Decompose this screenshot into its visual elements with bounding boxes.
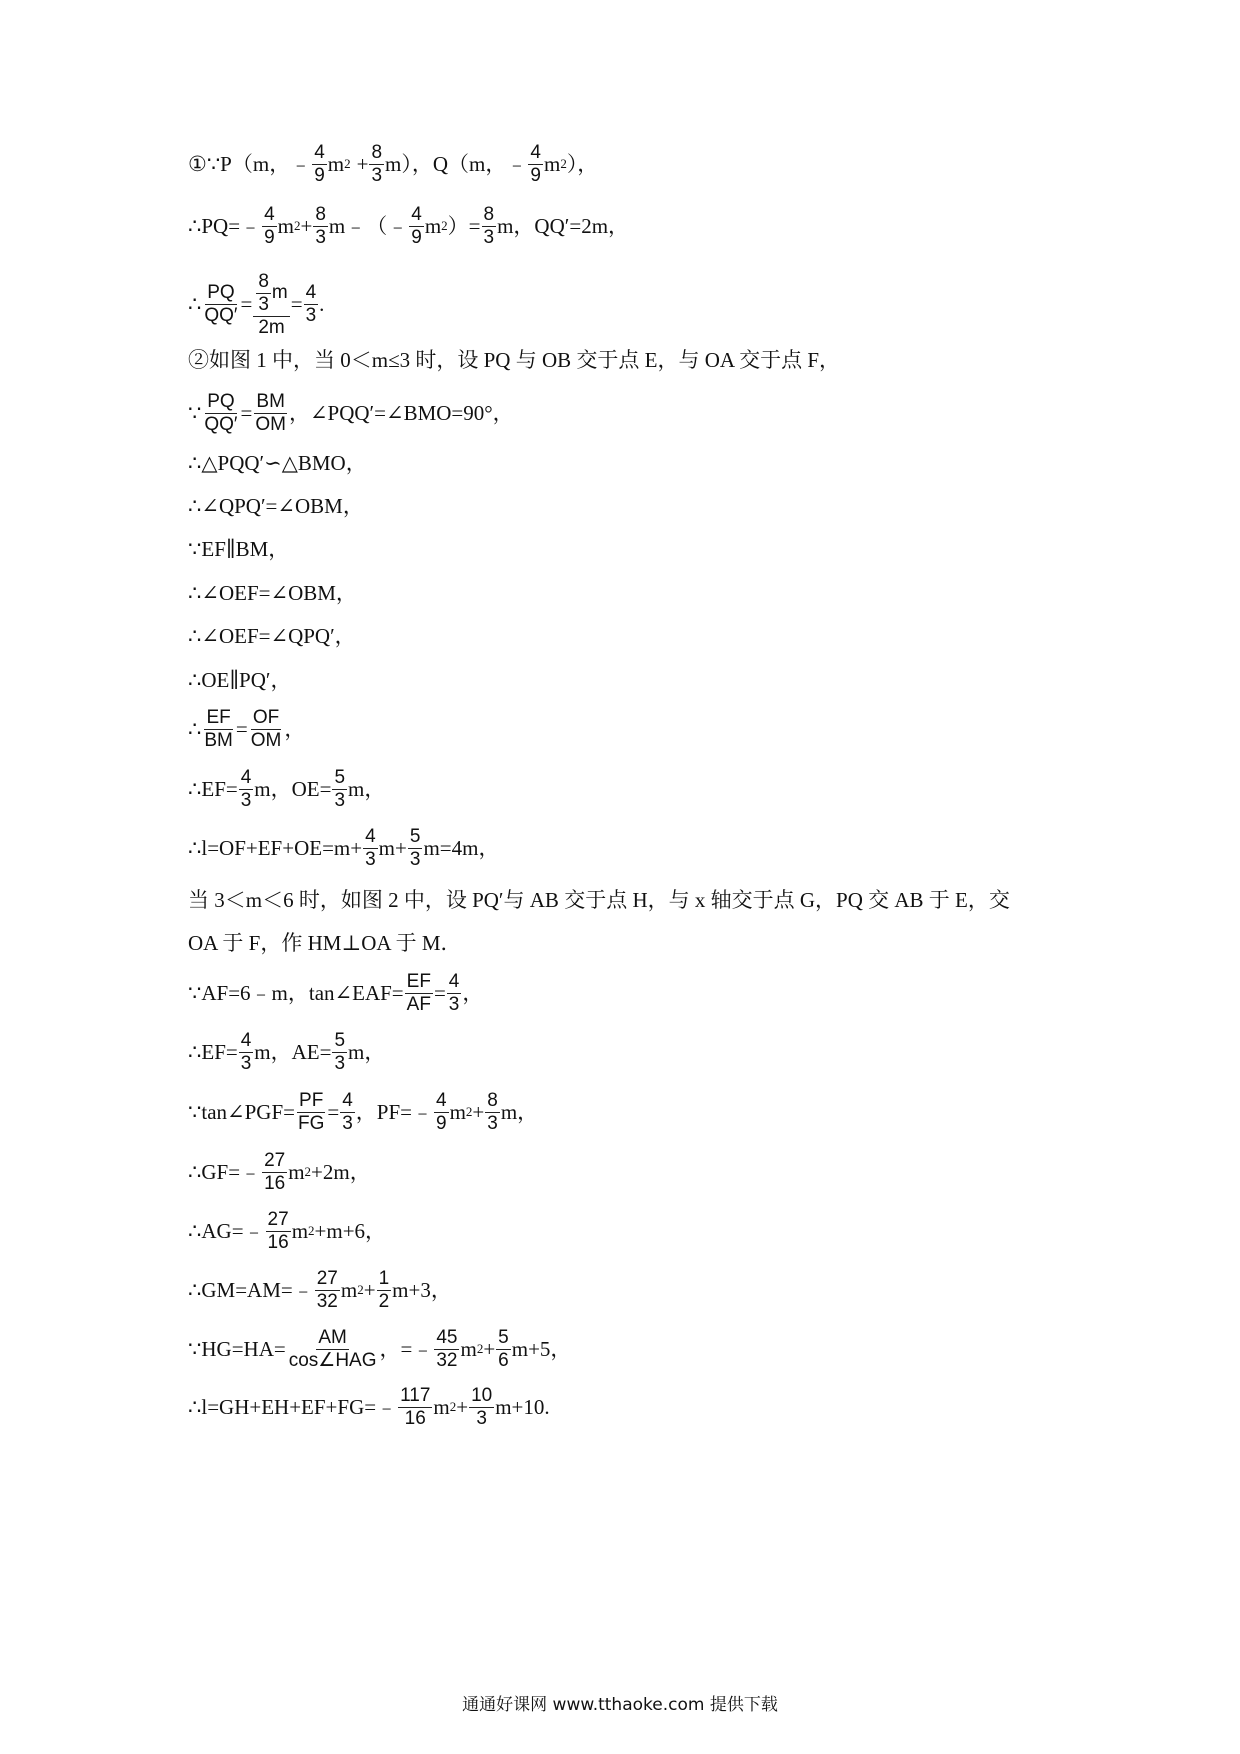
fraction (363, 827, 378, 870)
fraction (398, 1386, 432, 1429)
denominator: QQ′ (204, 305, 238, 327)
text: + (363, 1277, 376, 1302)
numerator: 4 (365, 826, 376, 847)
text: = (240, 292, 253, 317)
text: ∵AF=6﹣m，tan∠EAF= (188, 980, 404, 1005)
fraction (256, 272, 271, 315)
text: m (424, 213, 442, 238)
numerator: 4 (314, 142, 325, 163)
text: + (472, 1099, 485, 1124)
text: ∵tan∠PGF= (188, 1099, 295, 1124)
text: ∴PQ=﹣ (188, 213, 262, 238)
numerator: 8 (315, 204, 326, 225)
denominator: 32 (316, 1290, 338, 1312)
text: + (300, 213, 313, 238)
line-21: ∴AG=﹣ $\frac{27}{16}$ m 2 +m+6， (188, 1209, 387, 1253)
line-3 (188, 272, 324, 338)
text: m (340, 1277, 358, 1302)
fraction (202, 708, 235, 751)
text: + (483, 1336, 496, 1361)
fraction (369, 143, 384, 186)
fraction (239, 768, 254, 811)
line-23: ∵HG=HA= $\frac{AM}{\text{cos∠HAG}}$ ，=﹣ $\frac{45}{32}$ m 2 + $\frac{5}{6}$ m+5， (188, 1327, 572, 1371)
numerator: 1 (378, 1268, 390, 1289)
text: ∴△PQQ′∽△BMO， (188, 451, 367, 475)
denominator: OM (255, 413, 286, 435)
text: m (291, 1218, 309, 1243)
numerator: 27 (264, 1150, 286, 1171)
denominator: AF (406, 993, 431, 1015)
numerator: 4 (305, 282, 317, 304)
fraction (332, 768, 347, 811)
numerator: 4 (264, 204, 275, 225)
line-15 (188, 890, 1010, 911)
numerator: 8 (487, 1090, 498, 1111)
line-11 (188, 670, 292, 691)
numerator: 45 (436, 1327, 458, 1348)
denominator: 3 (258, 293, 269, 315)
denominator: 3 (448, 993, 460, 1015)
fraction (202, 392, 239, 435)
numerator: 5 (334, 1030, 346, 1051)
denominator: BM (204, 729, 233, 751)
compound-fraction (253, 272, 289, 338)
text: +2m， (311, 1159, 371, 1184)
fraction (434, 1328, 459, 1371)
line-18 (188, 1031, 385, 1074)
text: = (433, 980, 446, 1005)
denominator: 3 (315, 226, 326, 248)
line-8 (188, 539, 289, 560)
fraction (409, 205, 424, 248)
numerator: 4 (342, 1090, 353, 1111)
denominator: 3 (240, 789, 252, 811)
fraction (266, 1210, 291, 1253)
text: m (449, 1099, 466, 1124)
line-17 (188, 972, 483, 1015)
line-1: ①∵P（m，﹣ $\frac{4}{9}$ m 2 + $\frac{8}{3}$ m），Q（m，﹣ $\frac{4}{9}$ m 2 ）， (188, 142, 599, 186)
denominator: 16 (267, 1231, 289, 1253)
numerator: 4 (448, 971, 460, 992)
numerator: EF (406, 971, 431, 992)
line-13 (188, 768, 385, 811)
text: 当 3＜m＜6 时，如图 2 中，设 PQ′与 AB 交于点 H，与 x 轴交于点 G，PQ 交 AB 于 E，交 (188, 888, 1010, 912)
line-5 (188, 392, 514, 435)
numerator: PQ (207, 391, 235, 412)
text: m， (500, 1099, 539, 1124)
text: m﹣（﹣ (328, 213, 409, 238)
text: ， (462, 980, 484, 1005)
text: = (290, 292, 303, 317)
denominator: 3 (365, 848, 376, 870)
line-7 (188, 496, 364, 517)
denominator: 3 (305, 305, 317, 327)
line-22: ∴GM=AM=﹣ $\frac{27}{32}$ m 2 + $\frac{1}{2}$ m+3， (188, 1268, 452, 1312)
denominator: 3 (483, 226, 495, 248)
text: m+10. (495, 1394, 550, 1419)
denominator: 3 (371, 164, 383, 186)
numerator: 10 (471, 1385, 493, 1406)
numerator (253, 272, 289, 317)
numerator: PQ (207, 282, 235, 304)
text: m (433, 1394, 450, 1419)
numerator: 4 (240, 1030, 252, 1051)
text: m+ (378, 835, 407, 860)
footer-text: 通通好课网 www.tthaoke.com 提供下载 (462, 1695, 778, 1715)
denominator: 3 (334, 789, 346, 811)
text: m，AE= (254, 1039, 332, 1064)
text: m， (348, 1039, 386, 1064)
denominator: OM (250, 729, 282, 751)
text: ）， (566, 151, 599, 176)
text: ∵ (188, 400, 202, 425)
fraction (482, 205, 497, 248)
text: m，QQ′=2m， (497, 213, 630, 238)
text: ∴l=GH+EH+EF+FG=﹣ (188, 1394, 398, 1419)
denominator: 16 (264, 1172, 286, 1194)
numerator: 117 (400, 1385, 431, 1406)
text: ∵HG=HA= (188, 1336, 286, 1361)
text: ∴GM=AM=﹣ (188, 1277, 314, 1302)
text: ∴ (188, 292, 202, 317)
text: ∴∠OEF=∠QPQ′， (188, 624, 356, 648)
text: m+5， (511, 1336, 572, 1361)
text: ∴OE∥PQ′， (188, 668, 292, 692)
text: ∴ (188, 716, 202, 741)
numerator: 27 (267, 1209, 289, 1230)
text: ②如图 1 中，当 0＜m≤3 时，设 PQ 与 OB 交于点 E，与 OA 交于点 F， (188, 348, 841, 372)
numerator: 8 (258, 271, 269, 292)
numerator: PF (299, 1090, 324, 1111)
line-12 (188, 708, 305, 751)
text: OA 于 F，作 HM⊥OA 于 M． (188, 931, 462, 955)
text: ，∠PQQ′=∠BMO=90°， (288, 400, 514, 425)
text: = (235, 716, 248, 741)
line-9 (188, 583, 357, 604)
text: ∴EF= (188, 776, 238, 801)
denominator: FG (297, 1112, 325, 1134)
fraction (287, 1328, 379, 1371)
denominator: QQ′ (204, 413, 238, 435)
text: +m+6， (314, 1218, 387, 1243)
text: m，OE= (254, 776, 332, 801)
denominator: 3 (240, 1052, 252, 1074)
line-20: ∴GF=﹣ $\frac{27}{16}$ m 2 +2m， (188, 1150, 371, 1194)
line-16 (188, 933, 462, 954)
fraction (469, 1386, 494, 1429)
text: ）= (447, 213, 481, 238)
line-2: ∴PQ=﹣ $\frac{4}{9}$ m 2 + $\frac{8}{3}$ m﹣（﹣ $\frac{4}{9}$ m 2 ）= $\frac{8}{3}$ m，QQ′=2m， (188, 204, 630, 248)
numerator: 5 (409, 826, 421, 847)
numerator: OF (252, 707, 280, 728)
denominator: 2 (378, 1290, 390, 1312)
fraction (253, 392, 288, 435)
numerator: EF (206, 707, 231, 728)
numerator: 8 (371, 142, 383, 163)
text: ∵EF∥BM， (188, 537, 290, 561)
text: m， (348, 776, 386, 801)
text: m (543, 151, 561, 176)
line-4 (188, 350, 840, 371)
text: ∴AG=﹣ (188, 1218, 265, 1243)
line-6 (188, 453, 367, 474)
text: m+3， (392, 1277, 452, 1302)
line-14 (188, 827, 499, 870)
text: ，PF=﹣ (355, 1099, 433, 1124)
text: m (277, 213, 294, 238)
fraction (249, 708, 284, 751)
text: . (319, 292, 325, 317)
text: m (460, 1336, 477, 1361)
fraction (262, 205, 277, 248)
text: + (356, 151, 369, 176)
denominator: 3 (334, 1052, 346, 1074)
text: ①∵P（m，﹣ (188, 151, 312, 176)
numerator: 4 (436, 1090, 447, 1111)
text: + (456, 1394, 469, 1419)
text: ∴∠OEF=∠OBM， (188, 581, 357, 605)
fraction (340, 1091, 355, 1134)
text: ∴GF=﹣ (188, 1159, 262, 1184)
denominator: 9 (530, 164, 541, 186)
denominator: 9 (436, 1112, 447, 1134)
fraction (202, 283, 239, 326)
text: ， (284, 716, 306, 741)
text: ∴∠QPQ′=∠OBM， (188, 494, 364, 518)
fraction (485, 1091, 500, 1134)
fraction (405, 972, 433, 1015)
text: ∴EF= (188, 1039, 238, 1064)
fraction (408, 827, 423, 870)
denominator: 9 (264, 226, 275, 248)
fraction (447, 972, 462, 1015)
text: ，=﹣ (379, 1336, 434, 1361)
line-24: ∴l=GH+EH+EF+FG=﹣ $\frac{117}{16}$ m 2 + $\frac{10}{3}$ m+10. (188, 1385, 550, 1429)
fraction (262, 1151, 287, 1194)
fraction (332, 1031, 347, 1074)
numerator: 4 (530, 142, 541, 163)
numerator: 27 (316, 1268, 338, 1289)
fraction (312, 143, 327, 186)
denominator: 3 (487, 1112, 498, 1134)
text: m），Q（m，﹣ (385, 151, 528, 176)
fraction (434, 1091, 449, 1134)
text: m (327, 151, 345, 176)
numerator: 4 (411, 204, 422, 225)
numerator: 5 (334, 767, 346, 788)
numerator: BM (256, 391, 285, 412)
denominator: 9 (411, 226, 422, 248)
text: m=4m， (423, 835, 500, 860)
numerator: 5 (498, 1327, 509, 1348)
denominator: 2m (258, 316, 285, 338)
denominator: cos∠HAG (288, 1349, 377, 1371)
denominator: 32 (436, 1349, 458, 1371)
denominator: 9 (314, 164, 325, 186)
fraction (496, 1328, 511, 1371)
text: ∴l=OF+EF+OE=m+ (188, 835, 363, 860)
text: = (327, 1099, 340, 1124)
denominator: 16 (404, 1407, 426, 1429)
denominator: 3 (409, 848, 421, 870)
denominator: 3 (342, 1112, 353, 1134)
fraction (304, 283, 319, 326)
text: m (271, 282, 288, 304)
text: = (240, 400, 253, 425)
denominator: 6 (498, 1349, 509, 1371)
line-10 (188, 626, 356, 647)
fraction (313, 205, 328, 248)
text: m (288, 1159, 305, 1184)
fraction (315, 1269, 340, 1312)
line-19: ∵tan∠PGF= $\frac{PF}{FG}$ = $\frac{4}{3}$ ，PF=﹣ $\frac{4}{9}$ m 2 + $\frac{8}{3}$ m， (188, 1090, 539, 1134)
fraction (239, 1031, 254, 1074)
fraction (377, 1269, 392, 1312)
numerator: 4 (240, 767, 252, 788)
fraction (296, 1091, 326, 1134)
numerator: 8 (483, 204, 495, 225)
numerator: AM (318, 1327, 347, 1348)
denominator: 3 (476, 1407, 487, 1429)
fraction (528, 143, 543, 186)
